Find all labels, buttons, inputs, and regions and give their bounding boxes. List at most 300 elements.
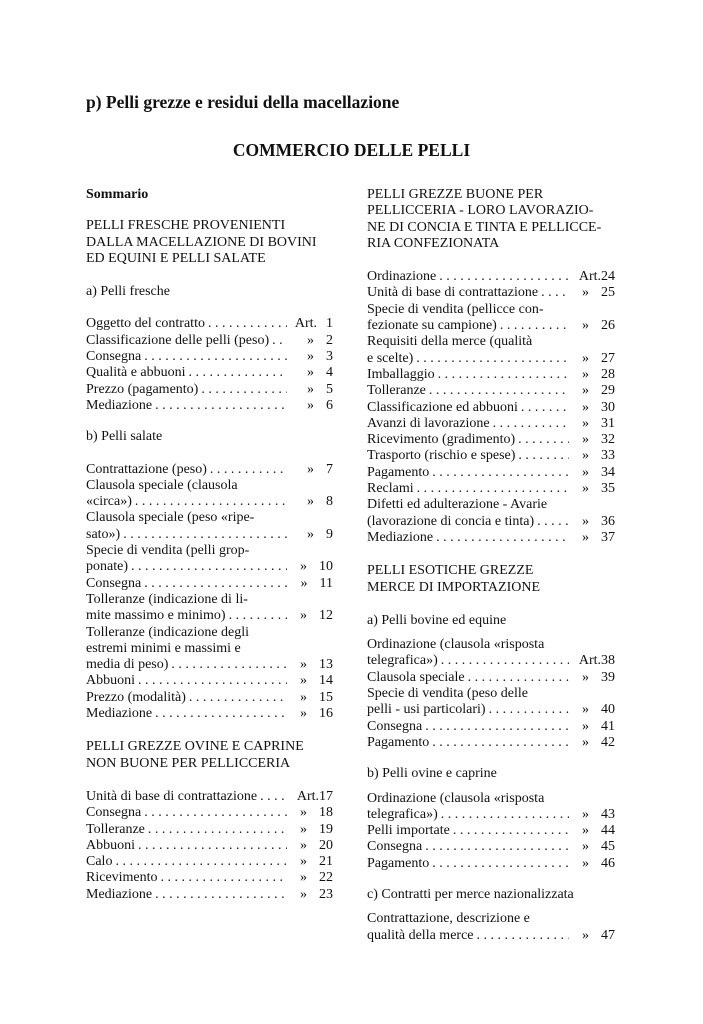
dot-leader — [186, 690, 287, 706]
toc-entry — [86, 789, 333, 805]
toc-entry-text-line: Contrattazione, descrizione e — [367, 911, 530, 927]
toc-entry-line — [367, 318, 615, 334]
toc-entry-ref — [287, 365, 333, 381]
left-column — [86, 187, 333, 918]
toc-entry-ref — [569, 465, 615, 481]
toc-entry-title: Unità di base di contrattazione — [86, 788, 258, 804]
article-number: 46 — [601, 855, 615, 871]
article-prefix: » — [300, 886, 307, 902]
toc-entry-line — [86, 854, 333, 870]
toc-entry-title: Ordinazione — [367, 269, 437, 285]
toc-entry-text-line: Ordinazione (clausola «risposta — [367, 790, 545, 806]
toc-entry — [86, 382, 333, 398]
toc-entry-ref — [287, 838, 333, 854]
toc-entry-title: Pagamento — [367, 734, 430, 750]
article-prefix: » — [307, 332, 314, 348]
toc-entry-ref — [287, 576, 333, 592]
toc-entry-line — [86, 576, 333, 592]
toc-entry — [367, 432, 615, 448]
toc-entry-line — [86, 822, 333, 838]
article-prefix: » — [300, 870, 307, 886]
heading-line: PELLI ESOTICHE GREZZE — [367, 563, 534, 579]
dot-leader — [465, 670, 569, 686]
toc-entry-ref — [287, 494, 333, 510]
dot-leader — [168, 657, 287, 673]
toc-entry-title: Abbuoni — [86, 837, 135, 853]
article-number: 32 — [601, 432, 615, 448]
article-number: 36 — [601, 513, 615, 529]
toc-entry-title: Contrattazione (peso) — [86, 461, 207, 477]
dot-leader — [152, 706, 287, 722]
toc-entry-ref — [287, 673, 333, 689]
toc-entry-line — [367, 823, 615, 839]
toc-entry-ref — [287, 854, 333, 870]
toc-entry — [86, 822, 333, 838]
article-number: 45 — [601, 839, 615, 855]
toc-entry-line — [367, 351, 615, 367]
dot-leader — [226, 608, 287, 624]
article-number: 10 — [319, 559, 333, 575]
article-number: 6 — [326, 397, 333, 413]
dot-leader — [435, 367, 569, 383]
toc-entry — [367, 367, 615, 383]
article-number: 19 — [319, 821, 333, 837]
toc-entry-line — [367, 400, 615, 416]
toc-entry-title: ponate) — [86, 559, 128, 575]
article-prefix: » — [307, 526, 314, 542]
toc-entry-title: Unità di base di contrattazione — [367, 285, 539, 301]
article-prefix: » — [582, 823, 589, 839]
article-prefix: » — [582, 383, 589, 399]
toc-entry-text-line: Clausola speciale (peso «ripe- — [86, 510, 255, 526]
dot-leader — [538, 285, 569, 301]
toc-entry-line — [86, 527, 333, 543]
article-prefix: » — [582, 464, 589, 480]
toc-entry-title: Classificazione delle pelli (peso) — [86, 332, 270, 348]
toc-entry-line — [86, 349, 333, 365]
toc-group — [86, 462, 333, 723]
article-prefix: » — [300, 689, 307, 705]
toc-entry-line — [367, 653, 615, 669]
article-number: 12 — [319, 608, 333, 624]
article-number: 23 — [319, 886, 333, 902]
toc-entry-ref — [287, 870, 333, 886]
toc-entry-ref — [569, 653, 615, 669]
dot-leader — [414, 481, 569, 497]
toc-entry-title: Consegna — [86, 805, 142, 821]
dot-leader — [152, 398, 287, 414]
toc-entry-line — [367, 856, 615, 872]
toc-entry — [367, 856, 615, 872]
article-number: 25 — [601, 285, 615, 301]
article-prefix: » — [582, 432, 589, 448]
dot-leader — [152, 887, 287, 903]
toc-entry-ref — [569, 670, 615, 686]
toc-entry — [86, 854, 333, 870]
dot-leader — [486, 702, 569, 718]
dot-leader — [422, 839, 569, 855]
toc-entry-title: Prezzo (pagamento) — [86, 381, 199, 397]
toc-entry — [86, 838, 333, 854]
dot-leader — [141, 805, 287, 821]
toc-entry-line — [367, 514, 615, 530]
toc-entry-line — [86, 333, 333, 349]
toc-entry — [367, 719, 615, 735]
toc-entry-title: Pagamento — [367, 464, 430, 480]
article-number: 3 — [326, 349, 333, 365]
toc-entry-title: Reclami — [367, 481, 414, 497]
article-number: 1 — [326, 316, 333, 332]
toc-entry-ref — [569, 807, 615, 823]
dot-leader — [497, 318, 569, 334]
toc-entry-title: Classificazione ed abbuoni — [367, 399, 518, 415]
dot-leader — [426, 383, 569, 399]
toc-entry-ref — [287, 316, 333, 332]
toc-entry — [367, 465, 615, 481]
article-prefix: » — [307, 381, 314, 397]
toc-entry-line — [367, 735, 615, 751]
article-number: 17 — [319, 788, 333, 804]
toc-entry-line — [86, 838, 333, 854]
article-prefix: » — [300, 559, 307, 575]
toc-entry-title: media di peso) — [86, 657, 169, 673]
article-prefix: » — [307, 461, 314, 477]
toc-entry-title: telegrafica») — [367, 806, 438, 822]
heading — [367, 563, 615, 596]
article-prefix: » — [582, 927, 589, 943]
toc-entry-title: Trasporto (rischio e spese) — [367, 448, 516, 464]
article-number: 42 — [601, 734, 615, 750]
article-prefix: » — [300, 706, 307, 722]
toc-entry — [367, 791, 615, 824]
toc-entry-line — [367, 928, 615, 944]
toc-entry — [367, 637, 615, 670]
article-number: 20 — [319, 837, 333, 853]
article-prefix: » — [300, 575, 308, 591]
toc-entry-title: Avanzi di lavorazione — [367, 415, 490, 431]
article-number: 35 — [601, 481, 615, 497]
dot-leader — [438, 653, 569, 669]
toc-entry-title: Qualità e abbuoni — [86, 365, 186, 381]
toc-entry-line — [86, 559, 333, 575]
toc-entry — [367, 383, 615, 399]
heading-line: RIA CONFEZIONATA — [367, 235, 500, 251]
article-prefix: » — [582, 415, 589, 431]
dot-leader — [429, 465, 569, 481]
toc-entry — [86, 365, 333, 381]
toc-entry — [367, 448, 615, 464]
toc-entry-title: Mediazione — [86, 397, 153, 413]
dot-leader — [429, 735, 569, 751]
toc-entry-ref — [287, 462, 333, 478]
right-column — [367, 187, 615, 959]
toc-entry-ref — [287, 349, 333, 365]
article-number: 11 — [319, 575, 333, 591]
toc-entry-ref — [287, 527, 333, 543]
dot-leader — [490, 416, 569, 432]
toc-entry-line — [86, 316, 333, 332]
toc-entry-line — [367, 670, 615, 686]
article-prefix: » — [582, 366, 589, 382]
toc-entry-title: Pelli importate — [367, 823, 450, 839]
toc-entry-ref — [287, 333, 333, 349]
toc-entry-line — [367, 465, 615, 481]
toc-entry-title: Consegna — [367, 839, 423, 855]
toc-entry-title: telegrafica») — [367, 653, 438, 669]
article-prefix: Art. — [578, 653, 601, 669]
toc-entry-ref — [287, 657, 333, 673]
article-prefix: » — [300, 837, 307, 853]
toc-entry-ref — [569, 367, 615, 383]
toc-entry-text-line: Specie di vendita (pelli grop- — [86, 543, 250, 559]
dot-leader — [207, 462, 287, 478]
article-prefix: » — [582, 718, 589, 734]
toc-entry — [86, 316, 333, 332]
heading — [367, 187, 615, 252]
toc-entry-title: (lavorazione di concia e tinta) — [367, 513, 535, 529]
toc-entry — [86, 349, 333, 365]
article-number: 37 — [601, 529, 615, 545]
toc-entry — [367, 416, 615, 432]
toc-entry-title: qualità della merce — [367, 927, 474, 943]
toc-entry — [367, 285, 615, 301]
toc-entry-ref — [569, 735, 615, 751]
toc-entry-ref — [569, 702, 615, 718]
toc-entry-title: «circa») — [86, 494, 132, 510]
dot-leader — [518, 400, 569, 416]
toc-entry-ref — [569, 383, 615, 399]
toc-entry-ref — [287, 398, 333, 414]
toc-entry-title: Mediazione — [367, 529, 434, 545]
toc-entry-title: fezionate su campione) — [367, 318, 497, 334]
toc-entry — [86, 870, 333, 886]
toc-entry-title: Calo — [86, 854, 113, 870]
dot-leader — [413, 351, 569, 367]
toc-entry-ref — [569, 719, 615, 735]
toc-entry-title: Ricevimento (gradimento) — [367, 432, 516, 448]
toc-entry-title: Mediazione — [86, 886, 153, 902]
toc-entry — [86, 673, 333, 689]
toc-entry — [367, 400, 615, 416]
article-prefix: » — [300, 673, 307, 689]
toc-entry-line — [367, 719, 615, 735]
toc-entry — [367, 735, 615, 751]
article-number: 13 — [319, 657, 333, 673]
toc-entry-line — [367, 383, 615, 399]
toc-entry-ref — [287, 382, 333, 398]
article-number: 33 — [601, 448, 615, 464]
article-number: 9 — [326, 526, 333, 542]
dot-leader — [257, 789, 287, 805]
article-prefix: » — [582, 734, 589, 750]
article-prefix: » — [582, 669, 589, 685]
toc-entry-ref — [569, 530, 615, 546]
dot-leader — [436, 269, 569, 285]
dot-leader — [474, 928, 570, 944]
toc-entry-ref — [569, 285, 615, 301]
article-prefix: » — [582, 285, 589, 301]
toc-entry-ref — [287, 789, 333, 805]
article-prefix: Art. — [294, 316, 317, 332]
heading — [86, 218, 333, 267]
article-prefix: Art. — [296, 788, 319, 804]
article-number: 29 — [601, 383, 615, 399]
toc-entry-line — [367, 807, 615, 823]
article-number: 26 — [601, 318, 615, 334]
toc-entry-line — [86, 789, 333, 805]
subheading: c) Contratti per merce nazionalizzata — [367, 886, 574, 902]
toc-entry-ref — [569, 416, 615, 432]
toc-entry-line — [86, 805, 333, 821]
toc-entry-text-line: Specie di vendita (peso delle — [367, 686, 528, 702]
heading-line: PELLI GREZZE BUONE PER — [367, 187, 544, 202]
toc-entry-ref — [287, 706, 333, 722]
dot-leader — [534, 514, 569, 530]
toc-entry — [86, 706, 333, 722]
toc-entry-text-line: Clausola speciale (clausola — [86, 477, 238, 493]
toc-entry-title: Prezzo (modalità) — [86, 689, 186, 705]
toc-entry-line — [86, 673, 333, 689]
toc-entry-line — [86, 608, 333, 624]
toc-entry-title: Oggetto del contratto — [86, 316, 205, 332]
toc-entry-title: Consegna — [86, 349, 142, 365]
article-prefix: » — [307, 397, 314, 413]
toc-entry-line — [86, 887, 333, 903]
dot-leader — [141, 349, 287, 365]
toc-entry — [367, 302, 615, 335]
article-number: 7 — [326, 461, 333, 477]
toc-entry-line — [367, 285, 615, 301]
toc-entry-ref — [287, 822, 333, 838]
toc-entry-title: mite massimo e minimo) — [86, 608, 226, 624]
toc-entry-title: Consegna — [367, 718, 423, 734]
article-prefix: » — [582, 855, 589, 871]
section-title: p) Pelli grezze e residui della macellazione — [86, 92, 400, 112]
article-number: 22 — [319, 870, 333, 886]
article-prefix: » — [582, 318, 589, 334]
main-title: COMMERCIO DELLE PELLI — [232, 140, 471, 160]
article-prefix: » — [582, 702, 589, 718]
article-number: 30 — [601, 399, 615, 415]
toc-entry-line — [86, 706, 333, 722]
toc-entry-line — [367, 269, 615, 285]
toc-entry — [367, 530, 615, 546]
heading-line: PELLI FRESCHE PROVENIENTI — [86, 218, 286, 234]
toc-entry — [86, 887, 333, 903]
toc-entry — [367, 823, 615, 839]
toc-entry-line — [86, 365, 333, 381]
toc-entry — [367, 670, 615, 686]
toc-entry-line — [367, 367, 615, 383]
toc-entry-line — [86, 462, 333, 478]
toc-entry-line — [86, 382, 333, 398]
toc-entry-text-line: Difetti ed adulterazione - Avarie — [367, 497, 548, 513]
subheading: a) Pelli bovine ed equine — [367, 612, 507, 628]
toc-entry-ref — [569, 448, 615, 464]
article-prefix: » — [307, 349, 314, 365]
toc-entry-ref — [569, 928, 615, 944]
article-prefix: » — [300, 854, 307, 870]
toc-entry-ref — [287, 887, 333, 903]
subheading: a) Pelli fresche — [86, 284, 170, 300]
dot-leader — [433, 530, 569, 546]
toc-entry-title: pelli - usi particolari) — [367, 702, 486, 718]
toc-entry — [86, 690, 333, 706]
article-prefix: » — [307, 494, 314, 510]
toc-entry-ref — [569, 400, 615, 416]
toc-entry — [86, 510, 333, 543]
toc-entry — [367, 497, 615, 530]
toc-entry-title: Tolleranze — [367, 383, 426, 399]
toc-entry — [86, 805, 333, 821]
toc-entry — [367, 269, 615, 285]
toc-entry-ref — [569, 514, 615, 530]
toc-entry-ref — [287, 608, 333, 624]
toc-entry-title: Abbuoni — [86, 673, 135, 689]
heading-line: DALLA MACELLAZIONE DI BOVINI — [86, 234, 317, 250]
toc-entry-line — [367, 839, 615, 855]
dot-leader — [128, 559, 287, 575]
toc-entry-ref — [569, 318, 615, 334]
toc-group — [367, 637, 615, 751]
toc-entry — [367, 334, 615, 367]
heading — [86, 739, 333, 772]
heading-line: ED EQUINI E PELLI SALATE — [86, 250, 266, 266]
dot-leader — [438, 807, 569, 823]
article-prefix: » — [307, 365, 314, 381]
article-number: 27 — [601, 350, 615, 366]
article-prefix: » — [582, 806, 589, 822]
toc-entry-title: Imballaggio — [367, 366, 435, 382]
toc-group — [367, 269, 615, 546]
article-number: 39 — [601, 669, 615, 685]
toc-entry — [86, 462, 333, 478]
heading-line: PELLICCERIA - LORO LAVORAZIO- — [367, 203, 594, 219]
article-number: 41 — [601, 718, 615, 734]
article-number: 40 — [601, 702, 615, 718]
subheading: b) Pelli ovine e caprine — [367, 766, 497, 782]
toc-entry-title: Pagamento — [367, 855, 430, 871]
article-number: 28 — [601, 366, 615, 382]
toc-entry — [86, 333, 333, 349]
toc-entry-title: sato») — [86, 526, 121, 542]
article-prefix: » — [300, 805, 307, 821]
dot-leader — [205, 316, 287, 332]
article-number: 31 — [601, 415, 615, 431]
dot-leader — [450, 823, 569, 839]
article-number: 18 — [319, 805, 333, 821]
toc-entry-title: Tolleranze — [86, 821, 145, 837]
toc-entry — [86, 592, 333, 625]
toc-entry-line — [86, 657, 333, 673]
toc-entry-text-line: Requisiti della merce (qualità — [367, 334, 533, 350]
toc-entry-line — [86, 690, 333, 706]
dot-leader — [515, 448, 569, 464]
sommario-label: Sommario — [86, 187, 149, 202]
toc-entry-line — [367, 702, 615, 718]
toc-entry-text-line: Ordinazione (clausola «risposta — [367, 637, 545, 653]
toc-group — [86, 789, 333, 903]
toc-entry-ref — [569, 839, 615, 855]
heading-line: MERCE DI IMPORTAZIONE — [367, 579, 541, 595]
dot-leader — [132, 494, 287, 510]
toc-entry-title: e scelte) — [367, 350, 414, 366]
article-number: 24 — [601, 269, 615, 285]
article-prefix: » — [300, 657, 307, 673]
toc-entry — [86, 478, 333, 511]
article-number: 44 — [601, 823, 615, 839]
toc-entry-line — [367, 530, 615, 546]
